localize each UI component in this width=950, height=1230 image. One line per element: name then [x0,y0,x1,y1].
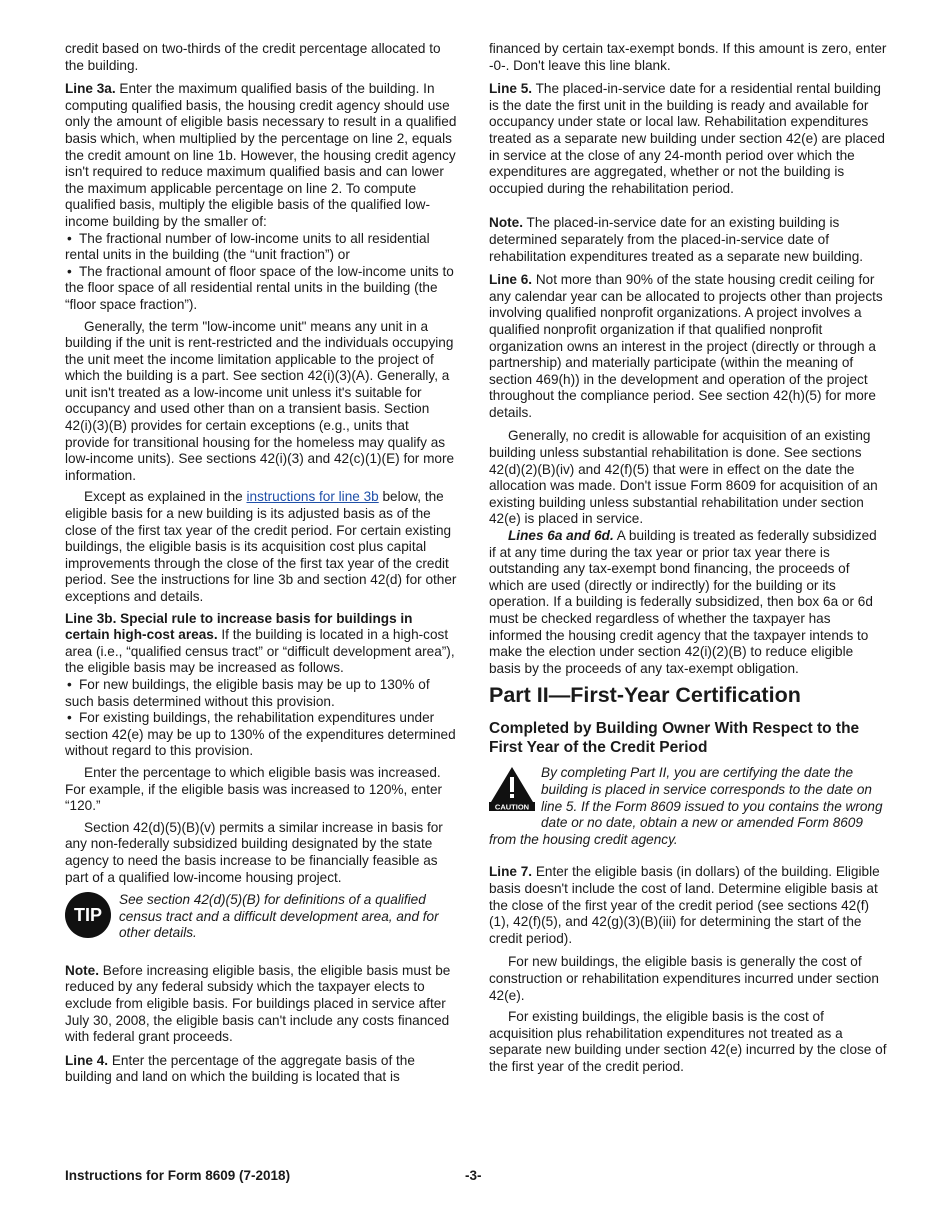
part-ii-title: Part II—First-Year Certification [489,683,801,708]
line-3b-heading: Line 3b. Special rule to increase basis for buildings in certain high-cost areas. [65,610,413,643]
paragraph-except: Except as explained in the instructions for line 3b below, the eligible basis for a new building is its adjusted basis as of the close of the first tax year of the credit period. For certain existing buildings, the eligible basis is its acquisition cost plus capital improvements through the close of the first tax year of the credit period. See the instructions for line 3b and section 42(d) for other exceptions and details. [65,489,457,604]
lines-6a-6d-heading: Lines 6a and 6d. [508,528,614,544]
tip-icon: TIP [65,892,111,938]
paragraph: Enter the percentage to which eligible basis was increased. For example, if the eligible basis was increased to 120%, enter “120.” [65,764,443,814]
bullet-item: • The fractional number of low-income units to all residential rental units in the building (the “unit fraction”) or [65,230,430,263]
footer-page-number: -3- [465,1168,482,1183]
line-3a-heading: Line 3a. [65,81,116,97]
line-5-paragraph: Line 5. The placed-in-service date for a residential rental building is the date the first unit in the building is ready and available for occupancy under state or local law. Rehabilitation expenditures treated as a separate new building under section 42(e) are placed in service at the close of any 24-month period over which the expenditures are aggregated, whether or not the building is occupied during the rehabilitation period. [489,81,885,196]
caution-text: By completing Part II, you are certifying the date the building is placed in service corresponds to the date on line 5. If the Form 8609 issued to you contains the wrong date or no date, obtain a new or amended Form 8609 from the housing credit agency. [489,765,883,847]
line-6-paragraph: Line 6. Not more than 90% of the state housing credit ceiling for any calendar year can be allocated to projects other than projects involving qualified nonprofit organizations. A project involves a qualified nonprofit organization if that qualified nonprofit organization owns an interest in the project (directly or through a partnership) and materially participate (within the meaning of section 469(h)) in the development and operation of the project throughout the compliance period. See section 42(h)(5) for more details. [489,272,883,420]
caution-callout [489,765,887,848]
tip-text: See section 42(d)(5)(B) for definitions of a qualified census tract and a difficult development area, and for other details. [119,892,439,941]
bullet-item: • For existing buildings, the rehabilitation expenditures under section 42(e) may be up to 130% of the expenditures determined without regard to this provision. [65,710,456,759]
bullet-item: • For new buildings, the eligible basis may be up to 130% of such basis determined without this provision. [65,676,430,709]
paragraph: Generally, no credit is allowable for acquisition of an existing building unless substantial rehabilitation is done. See sections 42(d)(2)(B)(iv) and 42(f)(5) that were in effect on the date the allocation was made. Don't issue Form 8609 for acquisition of an existing building unless substantial rehabilitation under section 42(e) is placed in service. [489,428,878,527]
line-3b-text: If the building is located in a high-cost area (i.e., “qualified census tract” or “difficult development area”), the eligible basis may be increased as follows. [65,627,455,676]
part-ii-subtitle: Completed by Building Owner With Respect to the First Year of the Credit Period [489,720,860,757]
line-3a-paragraph [65,81,457,230]
tip-callout [65,892,457,942]
paragraph: financed by certain tax-exempt bonds. If this amount is zero, enter -0-. Don't leave this line blank. [489,41,887,73]
svg-text:CAUTION: CAUTION [494,802,530,812]
note-heading: Note. [65,962,99,978]
paragraph: Section 42(d)(5)(B)(v) permits a similar increase in basis for any non-federally subsidized building designated by the state agency to need the basis increase to be financially feasible as part of a qualified low-income housing project. [65,819,443,885]
line-7-paragraph: Line 7. Enter the eligible basis (in dollars) of the building. Eligible basis doesn't include the cost of land. Determine eligible basis at the close of the first year of the credit period (see sections 42(f)(1), 42(f)(5), and 42(g)(3)(B)(iii) for determining the start of the credit period). [489,864,880,946]
caution-icon [489,765,535,816]
instructions-line-3b-link[interactable]: instructions for line 3b [246,489,379,505]
right-column [489,41,887,1080]
line-4-heading: Line 4. [65,1052,109,1068]
paragraph: credit based on two-thirds of the credit percentage allocated to the building. [65,41,441,73]
paragraph: Generally, the term "low-income unit" means any unit in a building if the unit is rent-restricted and the individuals occupying the unit meet the income limitation applicable to the project of which the building is a part. See section 42(i)(3)(A). Generally, a unit isn't treated as a low-income unit unless it's suitable for occupancy and used other than on a transient basis. Section 42(i)(3)(B) provides for certain exceptions (e.g., units that provide for transitional housing for the homeless may qualify as low-income units). See sections 42(i)(3) and 42(c)(1)(E) for more information. [65,318,455,483]
paragraph: For existing buildings, the eligible basis is the cost of acquisition plus rehabilitation expenditures not treated as a separate new building under section 42(e) incurred by the close of the first year of the credit period. [489,1009,887,1074]
note-paragraph: Note. The placed-in-service date for an existing building is determined separately from the placed-in-service date of rehabilitation expenditures treated as a separate new building. [489,215,864,264]
lines-6a-6d-paragraph: Lines 6a and 6d. A building is treated as federally subsidized if at any time during the tax year or prior tax year there is outstanding any tax-exempt bond financing, the proceeds of which are used (directly or indirectly) for the building or its operation. If a building is federally subsidized, then box 6a or 6d must be checked regardless of whether the taxpayer has informed the housing credit agency that the taxpayer intends to make the election under section 42(i)(2)(B) to reduce eligible basis by the proceeds of any tax-exempt obligation. [489,528,877,676]
left-column [65,41,457,1093]
line-3b-paragraph [65,611,457,677]
line-6-heading: Line 6. [489,272,533,288]
bullet-item: • The fractional amount of floor space of the low-income units to the floor space of all residential rental units in the building (the “floor space fraction”). [65,263,454,312]
note-paragraph: Note. Before increasing eligible basis, the eligible basis must be reduced by any federal subsidy which the taxpayer elects to exclude from eligible basis. For buildings placed in service after July 30, 2008, the eligible basis can't include any costs financed with federal grant proceeds. [65,962,451,1045]
line-4-paragraph: Line 4. Enter the percentage of the aggregate basis of the building and land on which the building is located that is [65,1052,415,1085]
footer-form-title: Instructions for Form 8609 (7-2018) [65,1168,291,1183]
note-heading: Note. [489,215,523,231]
line-5-heading: Line 5. [489,81,533,97]
paragraph: For new buildings, the eligible basis is generally the cost of construction or rehabilitation expenditures incurred under section 42(e). [489,954,879,1003]
line-3a-text: Enter the maximum qualified basis of the building. In computing qualified basis, the housing credit agency should use only the amount of eligible basis necessary to result in a qualified basis which, when multiplied by the percentage on line 2, equals the credit amount on line 1b. However, the housing credit agency isn't required to reduce maximum qualified basis and can lower the maximum applicable percentage on line 2. To compute qualified basis, multiply the eligible basis of the qualified low-income building by the smaller of: [65,81,457,229]
line-7-heading: Line 7. [489,864,533,880]
